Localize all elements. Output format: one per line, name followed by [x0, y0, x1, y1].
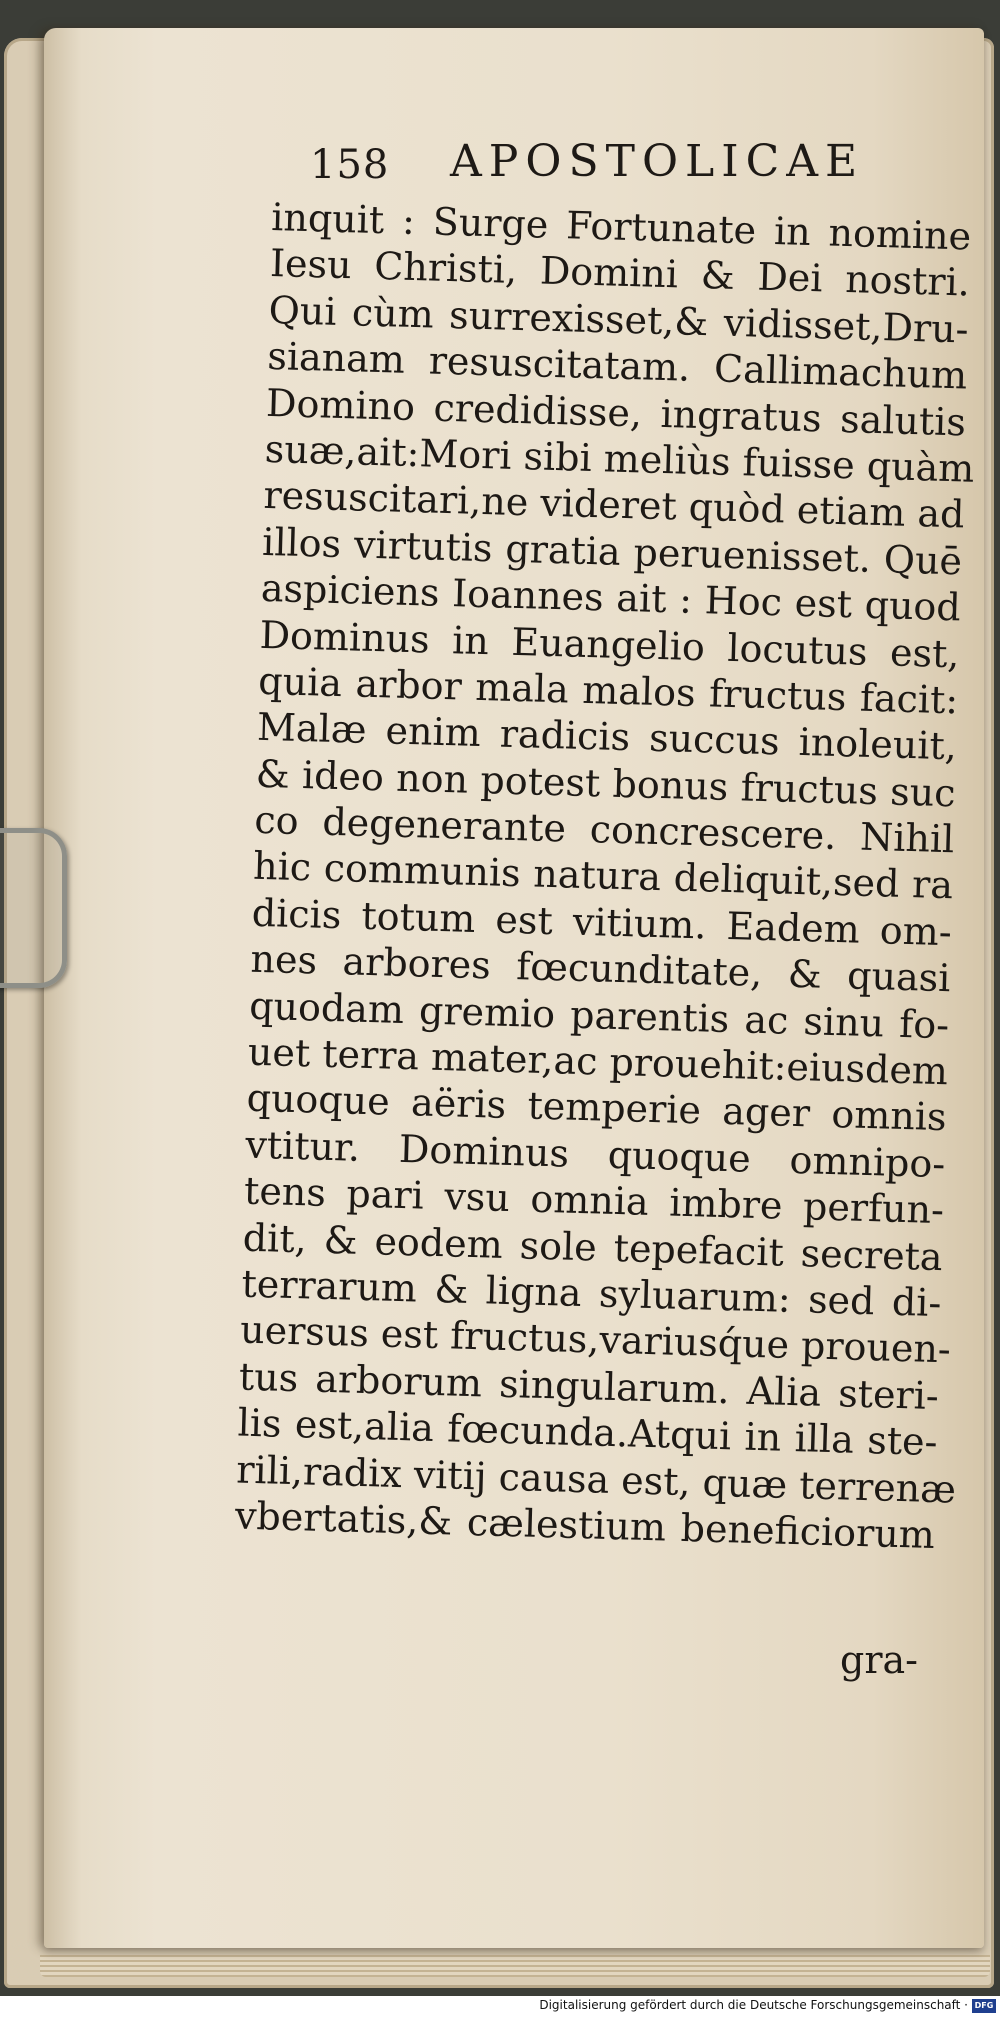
text-line: aspiciens Ioannes ait : Hoc est quod: [260, 565, 962, 630]
catchword: gra-: [840, 1638, 918, 1682]
text-line: Iesu Christi, Domini & Dei nostri.: [269, 241, 971, 305]
digitization-footer: [0, 1996, 1000, 2018]
page-header: [310, 132, 970, 202]
body-text: [234, 194, 975, 1558]
text-line: inquit : Surge Fortunate in nomine: [270, 194, 972, 259]
text-line: lis est,alia fœcunda.Atqui in illa ste-: [237, 1400, 939, 1465]
text-line: uersus est fructus,variusq́ue prouen-: [239, 1307, 952, 1372]
text-line: Dominus in Euangelio locutus est,: [259, 612, 961, 676]
text-line: & ideo non potest bonus fructus suc: [255, 751, 957, 815]
bottom-page-edges: [40, 1955, 990, 1977]
text-line: quodam gremio parentis ac sinu fo-: [248, 983, 950, 1047]
page-number: 158: [310, 142, 390, 188]
text-line: Domino credidisse, ingratus salutis: [265, 380, 967, 445]
text-line: terrarum & ligna syluarum: sed di-: [240, 1261, 942, 1326]
text-line: nes arbores fœcunditate, & quasi: [250, 936, 951, 1001]
running-head: APOSTOLICAE: [450, 136, 865, 187]
book-clasp: [0, 828, 67, 988]
text-line: sianam resuscitatam. Callimachum: [266, 334, 968, 398]
text-line: Qui cùm surrexisset,& vidisset,Dru-: [268, 287, 970, 352]
text-line: quoque aëris temperie ager omnis: [246, 1076, 948, 1140]
text-line: Malæ enim radicis succus inoleuit,: [256, 705, 958, 769]
text-line: illos virtutis gratia peruenisset. Quē: [261, 519, 963, 584]
dfg-logo: DFG: [972, 1999, 996, 2013]
text-line: rili,radix vitij causa est, quæ terrenæ: [235, 1447, 957, 1512]
text-line: resuscitari,ne videret quòd etiam ad: [262, 473, 966, 537]
text-line: dicis totum est vitium. Eadem om-: [251, 890, 953, 955]
text-line: hic communis natura deliquit,sed ra: [252, 844, 954, 908]
text-line: uet terra mater,ac prouehit:eiusdem: [247, 1029, 949, 1094]
footer-credit: Digitalisierung gefördert durch die Deutsche Forschungsgemeinschaft ·: [539, 1998, 968, 2012]
text-line: suæ,ait:Mori sibi meliùs fuisse quàm: [264, 426, 975, 491]
text-line: tus arborum singularum. Alia steri-: [238, 1354, 940, 1418]
text-line: vtitur. Dominus quoque omnipo-: [244, 1122, 946, 1186]
text-line: dit, & eodem sole tepefacit secreta: [242, 1215, 944, 1279]
text-line: co degenerante concrescere. Nihil: [253, 797, 955, 862]
text-line: vbertatis,& cælestium beneficiorum: [234, 1493, 936, 1557]
text-line: tens pari vsu omnia imbre perfun-: [243, 1168, 945, 1233]
text-line: quia arbor mala malos fructus facit:: [257, 658, 959, 723]
